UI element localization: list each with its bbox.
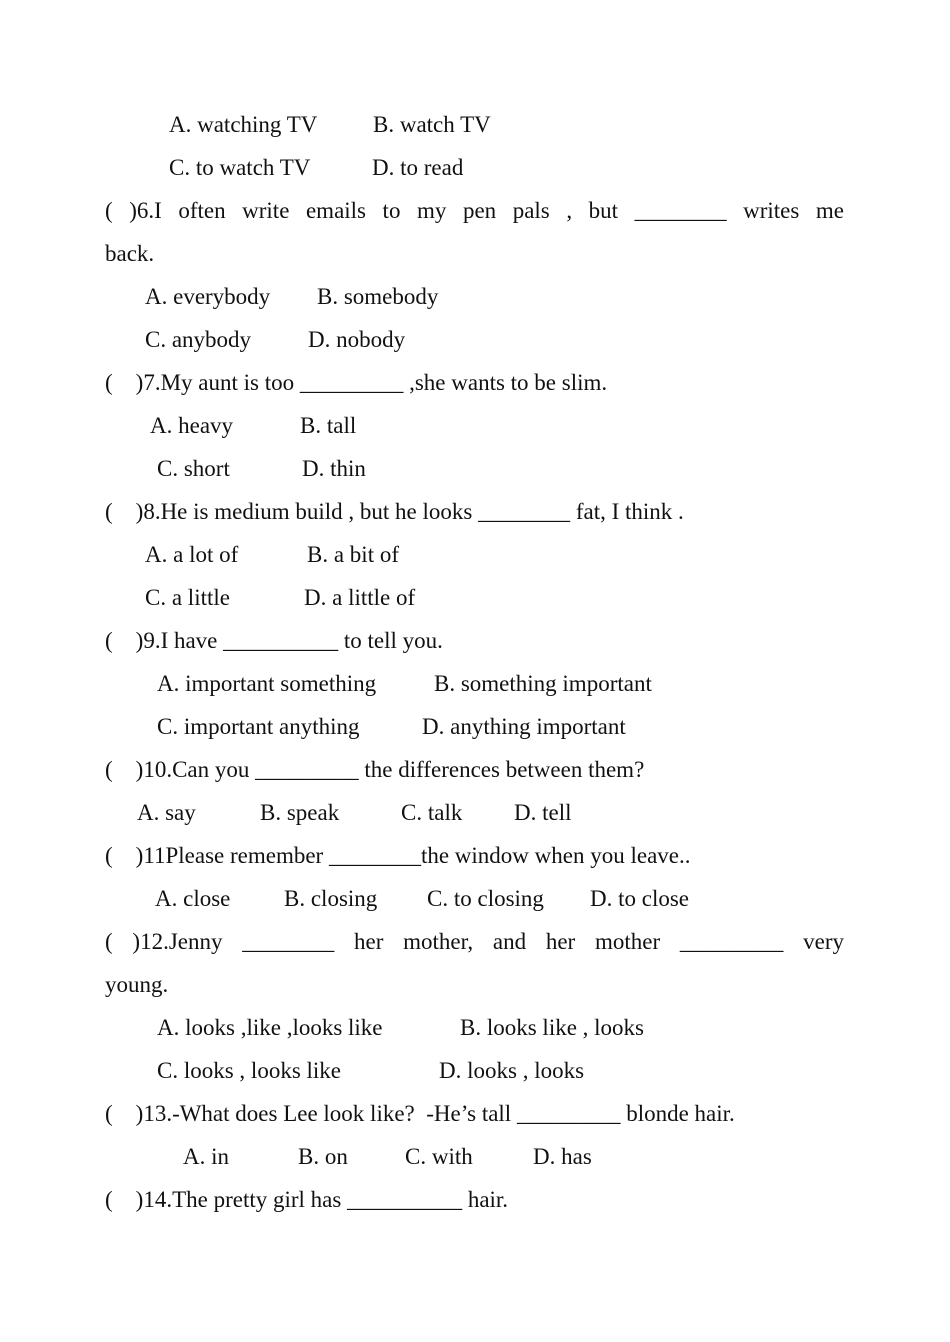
option-a: A. everybody xyxy=(145,284,271,309)
option-a: A. looks ,like ,looks like xyxy=(157,1015,383,1040)
option-d: D. to read xyxy=(372,155,464,180)
option-c: C. talk xyxy=(401,800,463,825)
question-8-stem: ( )8.He is medium build , but he looks ________ fat, I think . xyxy=(105,499,684,524)
option-a: A. close xyxy=(155,886,231,911)
question-7-stem: ( )7.My aunt is too _________ ,she wants to be slim. xyxy=(105,370,608,395)
option-a: A. a lot of xyxy=(145,542,239,567)
question-10-stem: ( )10.Can you _________ the differences between them? xyxy=(105,757,645,782)
question-14-stem: ( )14.The pretty girl has __________ hair. xyxy=(105,1187,509,1212)
option-a: A. say xyxy=(137,800,196,825)
option-c: C. short xyxy=(157,456,230,481)
option-d: D. has xyxy=(533,1144,592,1169)
option-b: B. something important xyxy=(434,671,652,696)
option-c: C. anybody xyxy=(145,327,252,352)
option-d: D. looks , looks xyxy=(439,1058,585,1083)
option-b: B. watch TV xyxy=(373,112,491,137)
option-a: A. watching TV xyxy=(169,112,318,137)
option-a: A. in xyxy=(183,1144,229,1169)
option-c: C. to closing xyxy=(427,886,544,911)
option-d: D. a little of xyxy=(304,585,416,610)
question-12-stem: ( )12.Jenny ________ her mother, and her mother _________ very xyxy=(105,929,844,954)
option-b: B. closing xyxy=(284,886,378,911)
option-a: A. heavy xyxy=(150,413,234,438)
option-c: C. with xyxy=(405,1144,473,1169)
option-c: C. looks , looks like xyxy=(157,1058,342,1083)
option-c: C. to watch TV xyxy=(169,155,311,180)
option-b: B. looks like , looks xyxy=(460,1015,645,1040)
option-b: B. tall xyxy=(300,413,357,438)
option-d: D. to close xyxy=(590,886,690,911)
option-b: B. on xyxy=(298,1144,348,1169)
question-9-stem: ( )9.I have __________ to tell you. xyxy=(105,628,443,653)
question-6-stem-continued: back. xyxy=(105,241,155,266)
option-b: B. speak xyxy=(260,800,340,825)
option-d: D. thin xyxy=(302,456,366,481)
question-12-stem-continued: young. xyxy=(105,972,169,997)
option-a: A. important something xyxy=(157,671,377,696)
question-11-stem: ( )11Please remember ________the window when you leave.. xyxy=(105,843,691,868)
option-c: C. a little xyxy=(145,585,230,610)
option-c: C. important anything xyxy=(157,714,360,739)
option-b: B. somebody xyxy=(317,284,439,309)
option-d: D. nobody xyxy=(308,327,406,352)
option-d: D. anything important xyxy=(422,714,626,739)
question-6-stem: ( )6.I often write emails to my pen pals , but ________ writes me xyxy=(105,198,844,223)
option-b: B. a bit of xyxy=(307,542,399,567)
question-13-stem: ( )13.-What does Lee look like? -He’s tall _________ blonde hair. xyxy=(105,1101,735,1126)
option-d: D. tell xyxy=(514,800,572,825)
